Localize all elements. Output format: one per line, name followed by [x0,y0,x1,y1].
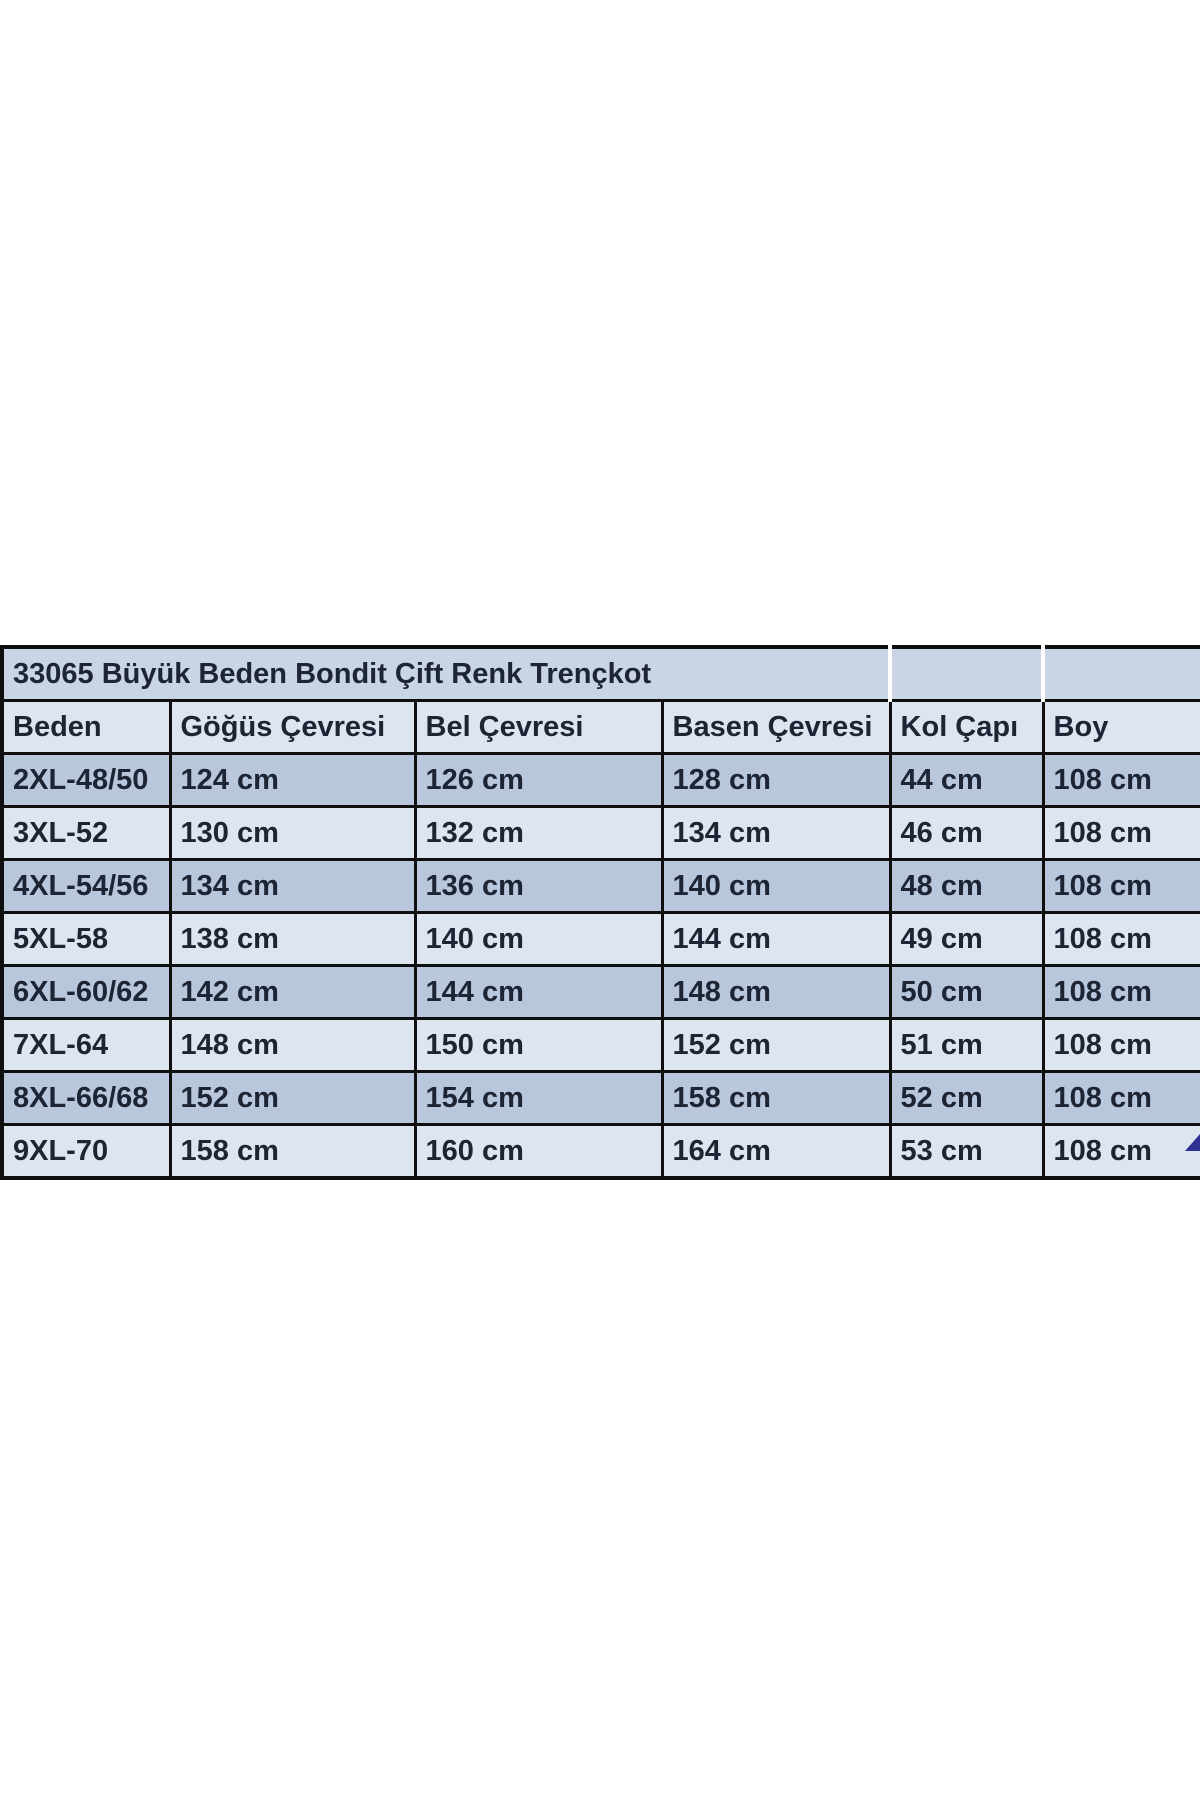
measurement-cell: 164 cm [662,1125,890,1179]
measurement-cell: 152 cm [170,1072,415,1125]
column-header-kol-capi: Kol Çapı [890,701,1043,754]
measurement-cell: 124 cm [170,754,415,807]
measurement-cell: 108 cm [1043,1019,1200,1072]
table-title: 33065 Büyük Beden Bondit Çift Renk Trençkot [13,657,652,690]
measurement-cell: 108 cm [1043,807,1200,860]
column-header-gogus-cevresi: Göğüs Çevresi [170,701,415,754]
table-row [2,807,1200,860]
title-empty-cell [890,647,1043,701]
table-row [2,913,1200,966]
measurement-cell: 154 cm [415,1072,662,1125]
measurement-cell: 142 cm [170,966,415,1019]
table-row [2,1019,1200,1072]
measurement-cell: 128 cm [662,754,890,807]
size-cell: 9XL-70 [2,1125,170,1179]
measurement-cell: 160 cm [415,1125,662,1179]
measurement-cell: 148 cm [170,1019,415,1072]
table-row [2,1125,1200,1179]
measurement-cell: 44 cm [890,754,1043,807]
measurement-cell: 134 cm [662,807,890,860]
title-row [2,647,1200,701]
measurement-cell: 49 cm [890,913,1043,966]
measurement-cell: 50 cm [890,966,1043,1019]
measurement-cell: 46 cm [890,807,1043,860]
measurement-cell: 140 cm [415,913,662,966]
column-header-boy: Boy [1043,701,1200,754]
size-cell: 7XL-64 [2,1019,170,1072]
size-chart-table [0,645,1200,1180]
size-cell: 2XL-48/50 [2,754,170,807]
measurement-cell: 108 cm [1043,913,1200,966]
measurement-cell: 108 cm [1043,1125,1200,1179]
measurement-cell: 136 cm [415,860,662,913]
measurement-cell: 126 cm [415,754,662,807]
title-empty-cell [1043,647,1200,701]
measurement-cell: 158 cm [662,1072,890,1125]
measurement-cell: 52 cm [890,1072,1043,1125]
measurement-cell: 130 cm [170,807,415,860]
measurement-cell: 53 cm [890,1125,1043,1179]
measurement-cell: 150 cm [415,1019,662,1072]
measurement-cell: 108 cm [1043,1072,1200,1125]
measurement-cell: 140 cm [662,860,890,913]
table-row [2,1072,1200,1125]
table-row [2,754,1200,807]
size-cell: 8XL-66/68 [2,1072,170,1125]
size-cell: 6XL-60/62 [2,966,170,1019]
measurement-cell: 108 cm [1043,860,1200,913]
measurement-cell: 51 cm [890,1019,1043,1072]
measurement-cell: 108 cm [1043,966,1200,1019]
measurement-cell: 144 cm [662,913,890,966]
header-row [2,701,1200,754]
size-cell: 4XL-54/56 [2,860,170,913]
column-header-bel-cevresi: Bel Çevresi [415,701,662,754]
measurement-cell: 158 cm [170,1125,415,1179]
table-body [2,754,1200,1179]
size-cell: 5XL-58 [2,913,170,966]
measurement-cell: 148 cm [662,966,890,1019]
measurement-cell: 134 cm [170,860,415,913]
measurement-cell: 108 cm [1043,754,1200,807]
measurement-cell: 48 cm [890,860,1043,913]
measurement-cell: 138 cm [170,913,415,966]
table-row [2,966,1200,1019]
column-header-beden: Beden [2,701,170,754]
column-header-basen-cevresi: Basen Çevresi [662,701,890,754]
measurement-cell: 152 cm [662,1019,890,1072]
measurement-cell: 144 cm [415,966,662,1019]
measurement-cell: 132 cm [415,807,662,860]
size-cell: 3XL-52 [2,807,170,860]
table-row [2,860,1200,913]
